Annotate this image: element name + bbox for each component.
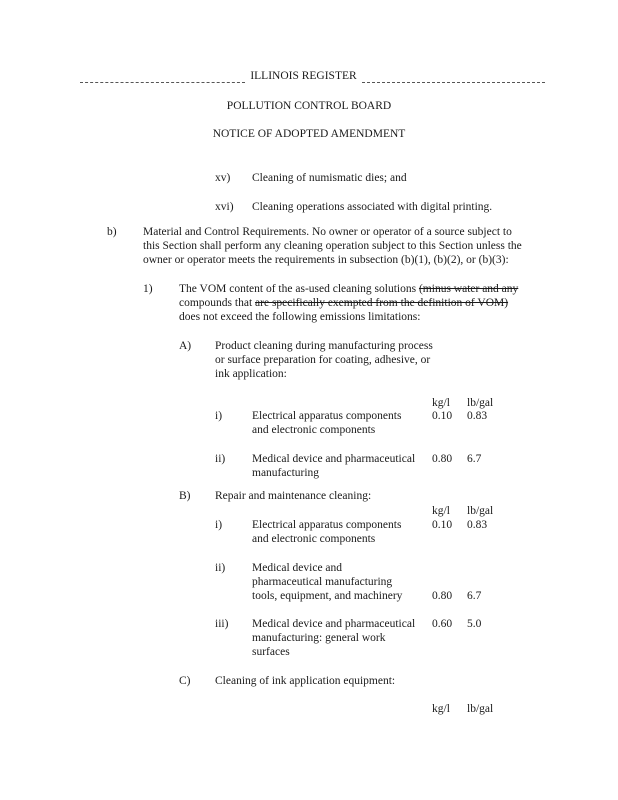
item-1-label: 1) (143, 283, 153, 295)
sub-a-row-i-num: i) (215, 410, 223, 422)
sub-a-line-3: ink application: (215, 368, 287, 380)
section-b-line-3: owner or operator meets the requirements in subsection (b)(1), (b)(2), or (b)(3): (143, 254, 509, 266)
sub-b-row-ii-lb: 6.7 (467, 590, 482, 602)
sub-b-row-i-line-1: Electrical apparatus components (252, 519, 402, 531)
notice-title: NOTICE OF ADOPTED AMENDMENT (212, 128, 406, 140)
sub-a-row-ii-line-1: Medical device and pharmaceutical (252, 453, 416, 465)
sub-b-unit-lb: lb/gal (467, 505, 494, 517)
sub-b-unit-kg: kg/l (432, 505, 450, 517)
sub-b-row-i-num: i) (215, 519, 223, 531)
sub-b-row-ii-line-2: pharmaceutical manufacturing (252, 576, 393, 588)
sub-c-unit-lb: lb/gal (467, 703, 494, 715)
item-1-line-1-struck: (minus water and any (418, 283, 519, 295)
sub-b-row-iii-line-1: Medical device and pharmaceutical (252, 618, 416, 630)
sub-b-row-ii-kg: 0.80 (432, 590, 453, 602)
sub-c-label: C) (179, 675, 191, 687)
sub-b-row-i-lb: 0.83 (467, 519, 488, 531)
sub-c-unit-kg: kg/l (432, 703, 450, 715)
sub-b-row-iii-kg: 0.60 (432, 618, 453, 630)
item-1-line-2 (179, 297, 508, 310)
item-1-line-3: does not exceed the following emissions limitations: (179, 311, 421, 323)
sub-a-unit-kg: kg/l (432, 397, 450, 409)
sub-b-row-i-kg: 0.10 (432, 519, 453, 531)
sub-b-row-iii-num: iii) (215, 618, 229, 630)
section-b-label: b) (107, 226, 117, 238)
sub-b-title: Repair and maintenance cleaning: (215, 490, 372, 502)
sub-a-row-ii-line-2: manufacturing (252, 467, 320, 479)
item-1-line-1 (179, 283, 518, 296)
sub-a-row-i-line-1: Electrical apparatus components (252, 410, 402, 422)
item-1-line-2-struck: are specifically exempted from the definition of VOM) (255, 297, 509, 309)
sub-a-row-i-kg: 0.10 (432, 410, 453, 422)
register-title: ILLINOIS REGISTER (250, 70, 357, 82)
sub-a-line-2: or surface preparation for coating, adhesive, or (215, 354, 431, 366)
sub-a-row-ii-kg: 0.80 (432, 453, 453, 465)
sub-b-row-ii-num: ii) (215, 562, 226, 574)
sub-a-row-i-line-2: and electronic components (252, 424, 376, 436)
section-b-line-1: Material and Control Requirements. No owner or operator of a source subject to (143, 226, 512, 238)
sub-b-row-iii-line-3: surfaces (252, 646, 290, 658)
item-1-line-1-text: The VOM content of the as-used cleaning solutions (179, 283, 417, 295)
sub-b-row-ii-line-3: tools, equipment, and machinery (252, 590, 403, 602)
item-xvi-text: Cleaning operations associated with digital printing. (252, 201, 493, 213)
sub-c-title: Cleaning of ink application equipment: (215, 675, 396, 687)
item-xv-num: xv) (215, 172, 231, 184)
sub-a-line-1: Product cleaning during manufacturing process (215, 340, 433, 352)
item-xvi-num: xvi) (215, 201, 234, 213)
sub-a-row-ii-lb: 6.7 (467, 453, 482, 465)
sub-b-row-i-line-2: and electronic components (252, 533, 376, 545)
section-b-line-2: this Section shall perform any cleaning operation subject to this Section unless the (143, 240, 522, 252)
sub-a-unit-lb: lb/gal (467, 397, 494, 409)
sub-a-row-i-lb: 0.83 (467, 410, 488, 422)
board-title: POLLUTION CONTROL BOARD (226, 100, 392, 112)
sub-b-row-iii-line-2: manufacturing: general work (252, 632, 386, 644)
sub-a-label: A) (179, 340, 192, 352)
sub-a-row-ii-num: ii) (215, 453, 226, 465)
header-rule-left (80, 82, 245, 83)
item-xv-text: Cleaning of numismatic dies; and (252, 172, 407, 184)
header-rule-right (362, 82, 545, 83)
sub-b-label: B) (179, 490, 191, 502)
sub-b-row-iii-lb: 5.0 (467, 618, 482, 630)
sub-b-row-ii-line-1: Medical device and (252, 562, 343, 574)
item-1-line-2-text: compounds that (179, 297, 253, 309)
